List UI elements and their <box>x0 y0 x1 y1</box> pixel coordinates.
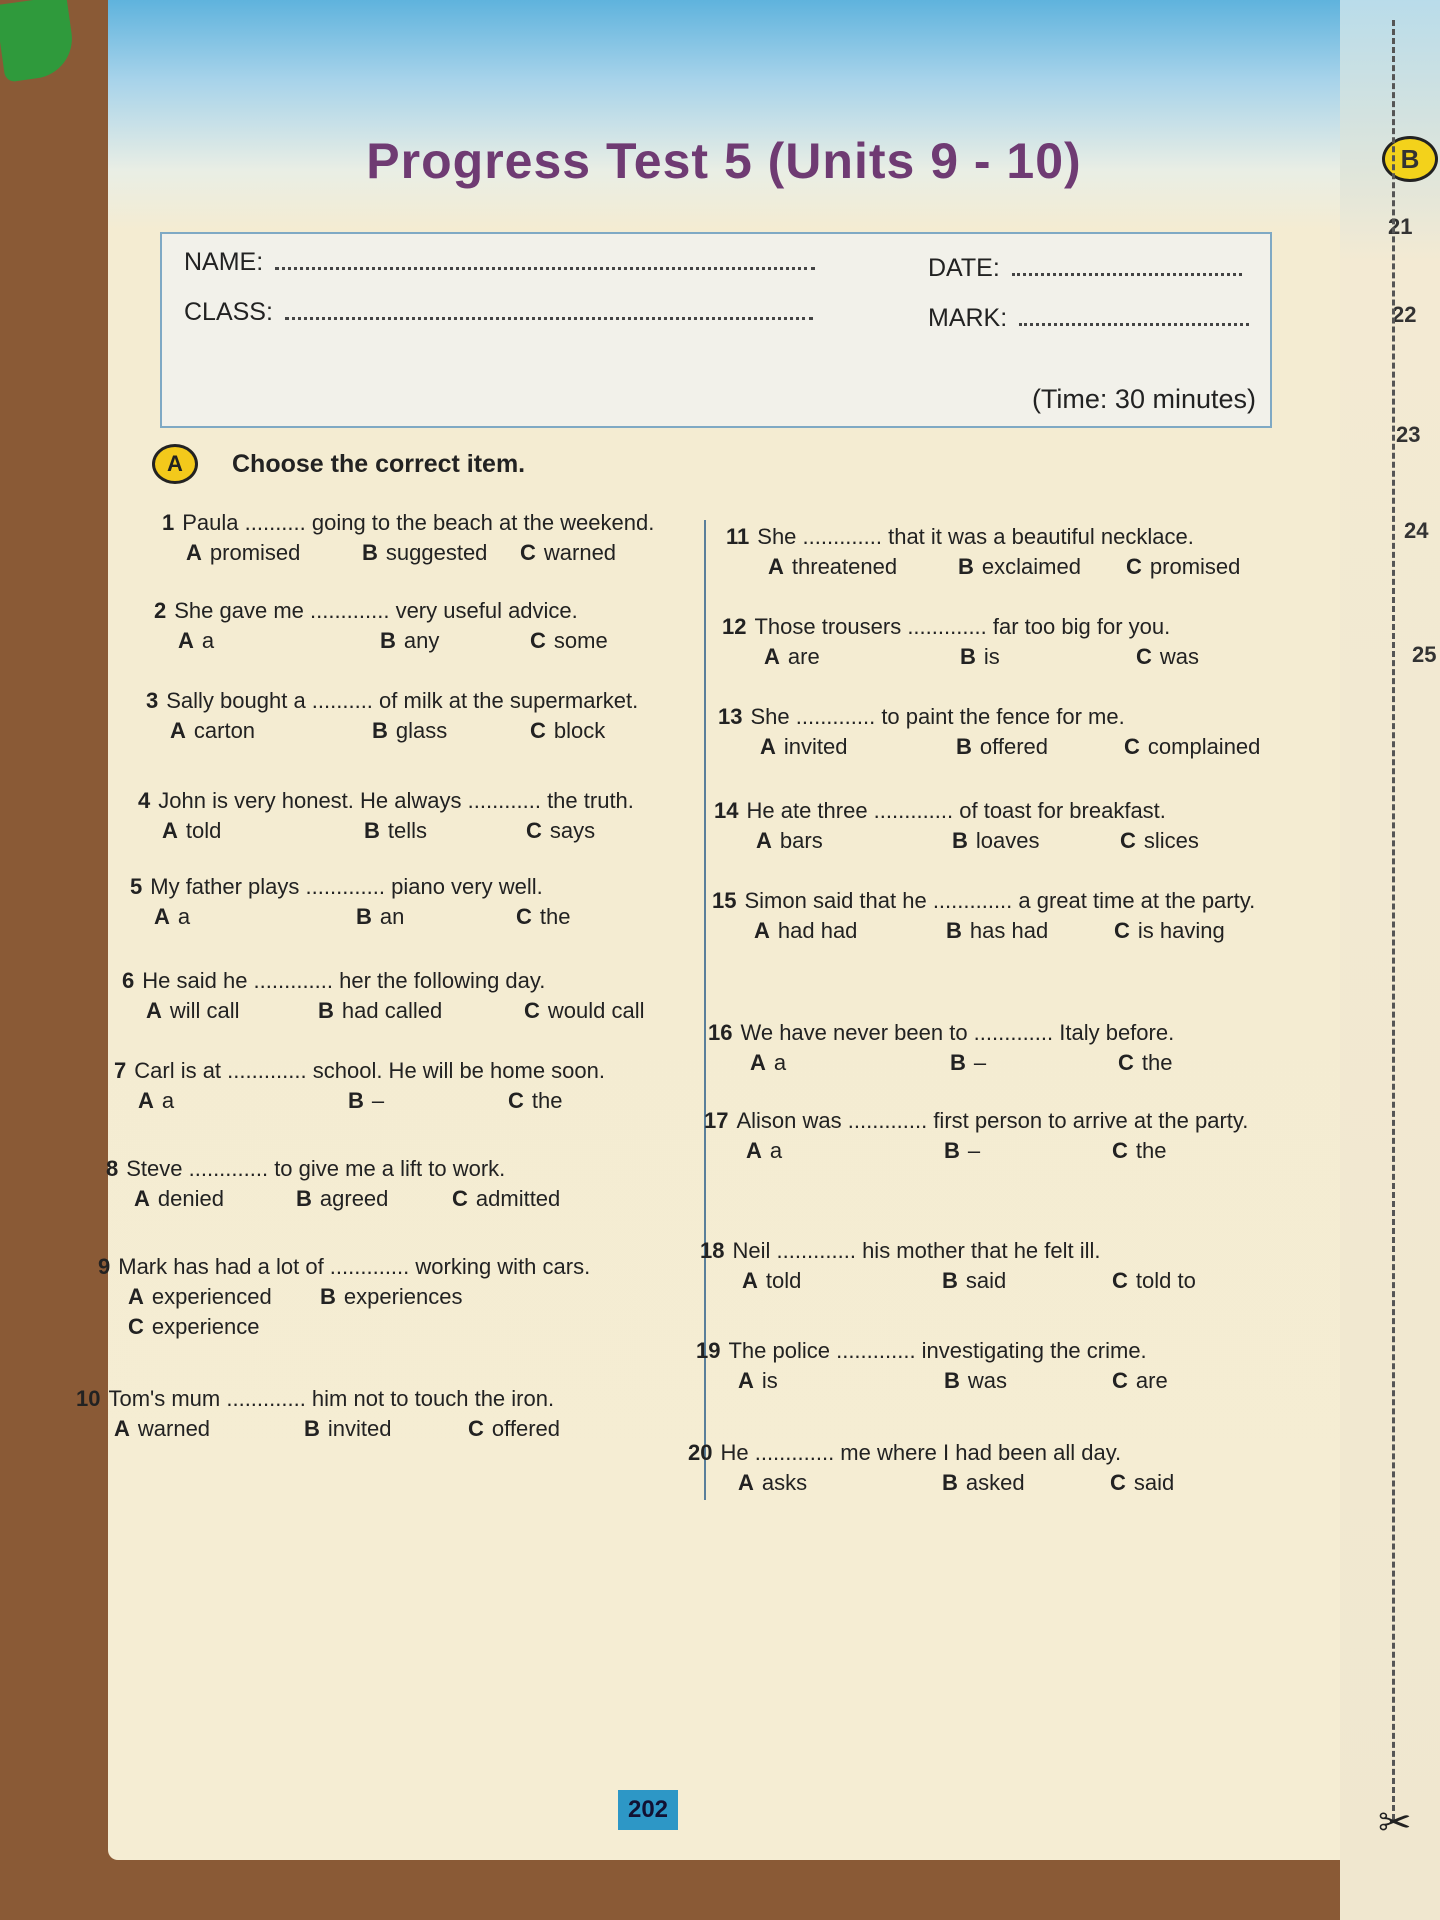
question <box>718 702 1328 762</box>
mark-label: MARK: <box>928 304 1008 332</box>
option[interactable]: B had called <box>318 998 443 1023</box>
option[interactable]: B asked <box>942 1470 1025 1495</box>
name-field[interactable] <box>184 248 815 277</box>
option[interactable]: C told to <box>1112 1268 1196 1293</box>
question-stem: Those trousers ............. far too big for you. <box>754 614 1171 639</box>
question-stem: He said he ............. her the following day. <box>142 968 546 993</box>
question-number: 5 <box>130 874 143 899</box>
next-page-number: 23 <box>1396 422 1421 447</box>
option[interactable]: A carton <box>170 718 256 743</box>
question-stem: My father plays ............. piano very well. <box>150 874 543 899</box>
question-number: 18 <box>700 1238 725 1263</box>
option[interactable]: C was <box>1136 644 1200 669</box>
question-number: 17 <box>704 1108 729 1133</box>
option[interactable]: C some <box>530 628 608 653</box>
name-label: NAME: <box>184 248 264 276</box>
option[interactable]: B an <box>356 904 405 929</box>
option[interactable]: B tells <box>364 818 428 843</box>
question <box>122 966 692 1026</box>
question-stem: Simon said that he ............. a great time at the party. <box>744 888 1256 913</box>
question-number: 2 <box>154 598 167 623</box>
green-marker <box>0 0 77 83</box>
option[interactable]: A a <box>746 1138 783 1163</box>
student-info-box <box>160 232 1272 428</box>
question-number: 11 <box>726 524 750 549</box>
option[interactable]: C the <box>1112 1138 1167 1163</box>
class-field[interactable] <box>184 298 813 327</box>
option[interactable]: C slices <box>1120 828 1199 853</box>
question-number: 16 <box>708 1020 733 1045</box>
question-stem: Mark has had a lot of ............. working with cars. <box>118 1254 591 1279</box>
option[interactable]: A will call <box>146 998 240 1023</box>
scissors-icon: ✂ <box>1378 1801 1412 1845</box>
option[interactable]: A invited <box>760 734 848 759</box>
option[interactable]: A warned <box>114 1416 211 1441</box>
option[interactable]: C the <box>516 904 571 929</box>
option[interactable]: C block <box>530 718 606 743</box>
question-number: 14 <box>714 798 739 823</box>
section-badge: A <box>152 444 198 484</box>
name-blank <box>275 264 815 270</box>
question-number: 8 <box>106 1156 119 1181</box>
question <box>98 1252 688 1342</box>
option[interactable]: A a <box>138 1088 175 1113</box>
question-number: 13 <box>718 704 743 729</box>
option[interactable]: A denied <box>134 1186 224 1211</box>
option[interactable]: C the <box>508 1088 563 1113</box>
question-number: 4 <box>138 788 151 813</box>
question-number: 1 <box>162 510 175 535</box>
option[interactable]: C complained <box>1124 734 1261 759</box>
question <box>162 508 702 568</box>
option[interactable]: C says <box>526 818 596 843</box>
question-stem: He ate three ............. of toast for breakfast. <box>746 798 1166 823</box>
question-number: 6 <box>122 968 135 993</box>
option[interactable]: A a <box>750 1050 787 1075</box>
next-page-number: 24 <box>1404 518 1429 543</box>
option[interactable]: B – <box>944 1138 981 1163</box>
option[interactable]: B experiences <box>320 1284 463 1309</box>
next-page-number: 22 <box>1392 302 1417 327</box>
option[interactable]: B is <box>960 644 1000 669</box>
question-number: 3 <box>146 688 159 713</box>
option[interactable]: B – <box>950 1050 987 1075</box>
option[interactable]: B invited <box>304 1416 392 1441</box>
question-stem: Sally bought a .......... of milk at the supermarket. <box>166 688 639 713</box>
option[interactable]: A had had <box>754 918 858 943</box>
question <box>146 686 696 746</box>
option[interactable]: B exclaimed <box>958 554 1081 579</box>
question <box>700 1236 1300 1296</box>
question-stem: Neil ............. his mother that he felt ill. <box>732 1238 1101 1263</box>
time-limit: (Time: 30 minutes) <box>1031 384 1256 414</box>
option[interactable]: A told <box>162 818 222 843</box>
option[interactable]: A promised <box>186 540 301 565</box>
question <box>130 872 690 932</box>
class-label: CLASS: <box>184 298 273 326</box>
option[interactable]: A asks <box>738 1470 808 1495</box>
question-stem: She gave me ............. very useful advice. <box>174 598 578 623</box>
option[interactable]: B loaves <box>952 828 1040 853</box>
date-label: DATE: <box>928 254 1000 282</box>
page-number: 202 <box>618 1790 678 1830</box>
question-number: 20 <box>688 1440 713 1465</box>
option[interactable]: B agreed <box>296 1186 389 1211</box>
class-blank <box>285 314 813 320</box>
option[interactable]: A threatened <box>768 554 898 579</box>
question-number: 7 <box>114 1058 127 1083</box>
question-stem: Alison was ............. first person to arrive at the party. <box>736 1108 1249 1133</box>
option[interactable]: B was <box>944 1368 1008 1393</box>
option[interactable]: C said <box>1110 1470 1175 1495</box>
section-instruction: Choose the correct item. <box>232 450 526 478</box>
option[interactable]: B has had <box>946 918 1049 943</box>
option[interactable]: C would call <box>524 998 645 1023</box>
question-stem: We have never been to ............. Italy before. <box>740 1020 1175 1045</box>
question <box>708 1018 1318 1078</box>
mark-field[interactable] <box>928 304 1249 333</box>
question-stem: She ............. that it was a beautiful necklace. <box>757 524 1194 549</box>
question <box>154 596 694 656</box>
option[interactable]: A a <box>178 628 215 653</box>
question <box>138 786 698 846</box>
option[interactable]: C offered <box>468 1416 560 1441</box>
question-stem: Steve ............. to give me a lift to work. <box>126 1156 506 1181</box>
mark-blank <box>1019 320 1249 326</box>
question-number: 19 <box>696 1338 721 1363</box>
option[interactable]: A bars <box>756 828 823 853</box>
option[interactable]: C promised <box>1126 554 1241 579</box>
option[interactable]: B said <box>942 1268 1007 1293</box>
question-number: 9 <box>98 1254 111 1279</box>
question <box>688 1438 1288 1498</box>
question-stem: Carl is at ............. school. He will be home soon. <box>134 1058 605 1083</box>
option[interactable]: C admitted <box>452 1186 561 1211</box>
question-number: 10 <box>76 1386 101 1411</box>
question <box>696 1336 1296 1396</box>
question-stem: John is very honest. He always ............ the truth. <box>158 788 634 813</box>
question <box>114 1056 684 1116</box>
next-page-section-badge: B <box>1382 136 1438 182</box>
option[interactable]: C is having <box>1114 918 1225 943</box>
date-field[interactable] <box>928 254 1242 283</box>
question-stem: He ............. me where I had been all day. <box>720 1440 1122 1465</box>
option[interactable]: A experienced <box>128 1284 272 1309</box>
question <box>722 612 1322 672</box>
option[interactable]: C experience <box>128 1314 260 1339</box>
question <box>106 1154 676 1214</box>
question-stem: Paula .......... going to the beach at the weekend. <box>182 510 655 535</box>
question-stem: The police ............. investigating the crime. <box>728 1338 1147 1363</box>
question-stem: Tom's mum ............. him not to touch the iron. <box>108 1386 555 1411</box>
question <box>704 1106 1304 1166</box>
option[interactable]: C are <box>1112 1368 1168 1393</box>
date-blank <box>1012 270 1242 276</box>
option[interactable]: B glass <box>372 718 448 743</box>
option[interactable]: A told <box>742 1268 802 1293</box>
question <box>712 886 1312 946</box>
option[interactable]: A a <box>154 904 191 929</box>
option[interactable]: B offered <box>956 734 1048 759</box>
option[interactable]: B any <box>380 628 440 653</box>
next-page-number: 21 <box>1388 214 1413 239</box>
option[interactable]: C the <box>1118 1050 1173 1075</box>
question <box>726 522 1326 582</box>
question-stem: She ............. to paint the fence for me. <box>750 704 1125 729</box>
page-title: Progress Test 5 (Units 9 - 10) <box>366 133 1082 189</box>
question <box>714 796 1324 856</box>
option[interactable]: A is <box>738 1368 778 1393</box>
option[interactable]: C warned <box>520 540 617 565</box>
option[interactable]: B suggested <box>362 540 488 565</box>
question-number: 12 <box>722 614 747 639</box>
question-number: 15 <box>712 888 737 913</box>
next-page-edge <box>1340 0 1440 1920</box>
cut-line <box>1392 20 1395 1820</box>
next-page-number: 25 <box>1412 642 1437 667</box>
option[interactable]: B – <box>348 1088 385 1113</box>
question <box>76 1384 666 1444</box>
option[interactable]: A are <box>764 644 820 669</box>
